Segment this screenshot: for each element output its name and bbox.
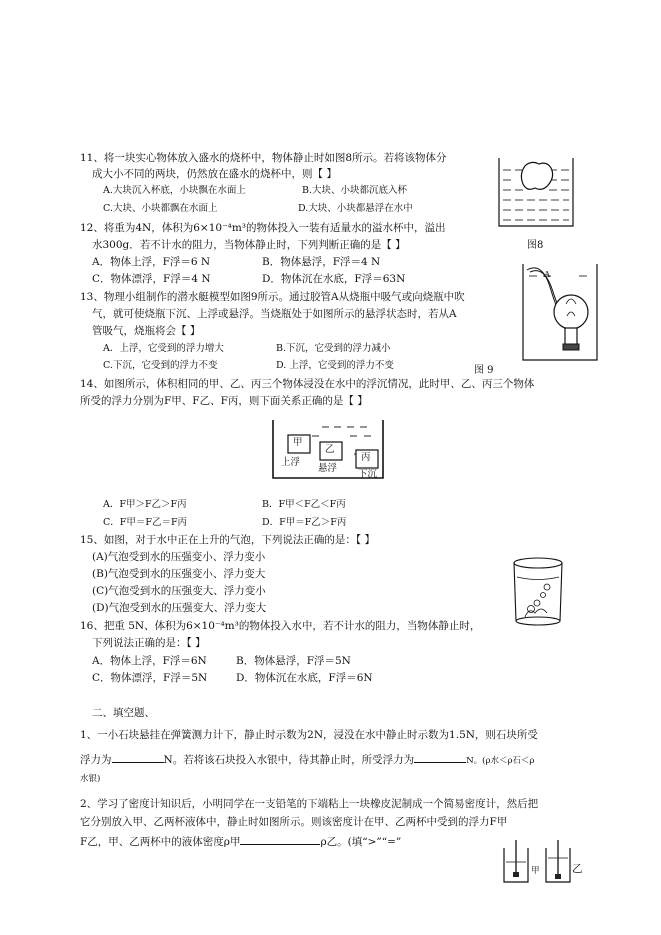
q13-option-a: A．上浮，它受到的浮力增大 bbox=[103, 343, 224, 354]
q12-option-d: D．物体沉在水底，F浮＝63N bbox=[262, 273, 406, 285]
q12-stem-line1: 12、将重为4N，体积为6×10⁻⁴m³的物体投入一装有适量水的溢水杯中，溢出 bbox=[80, 222, 446, 234]
fill2-line1: 2、学习了密度计知识后，小明同学在一支铅笔的下端粘上一块橡皮泥制成一个简易密度计，然后把 bbox=[80, 798, 539, 810]
q14-label-up: 上浮 bbox=[281, 457, 301, 468]
fill1-line1: 1、一小石块悬挂在弹簧测力计下，静止时示数为2N，浸没在水中静止时示数为1.5N，则石块所受 bbox=[80, 729, 538, 741]
q13-stem-line3: 管吸气，烧瓶将会【 】 bbox=[92, 325, 201, 337]
q14-object-jia: 甲 bbox=[293, 437, 303, 448]
q16-stem-line2: 下列说法正确的是：【 】 bbox=[92, 637, 206, 649]
q11-option-a: A.大块沉入杯底，小块飘在水面上 bbox=[103, 185, 246, 196]
figure-9-submarine-model bbox=[519, 264, 601, 364]
q14-figure bbox=[272, 420, 385, 480]
q13-option-c: C.下沉，它受到的浮力不变 bbox=[103, 360, 218, 371]
q16-option-d: D．物体沉在水底，F浮＝6N bbox=[236, 672, 373, 684]
q12-option-a: A．物体上浮，F浮＝6 N bbox=[92, 256, 211, 268]
fill2-density-meter-figure bbox=[500, 840, 580, 885]
q15-option-c: (C)气泡受到水的压强变大、浮力变小 bbox=[92, 585, 266, 597]
fill2-line3 bbox=[80, 833, 401, 849]
q14-option-d: D．F甲＝F乙＞F丙 bbox=[262, 517, 347, 528]
figure-9-tube-label: A bbox=[544, 270, 551, 280]
q11-option-b: B.大块、小块都沉底入杯 bbox=[302, 185, 408, 196]
q14-option-c: C．F甲＝F乙＝F丙 bbox=[103, 517, 188, 528]
q16-stem-line1: 16、把重 5N、体积为6×10⁻⁴m³的物体投入水中，若不计水的阻力，当物体静止时， bbox=[80, 620, 481, 632]
q11-option-c: C.大块、小块都飘在水面上 bbox=[103, 203, 218, 214]
q11-option-d: D.大块、小块都悬浮在水中 bbox=[298, 203, 413, 214]
q14-object-yi: 乙 bbox=[325, 444, 335, 455]
fill2-text-b: ρ乙。(填“>”“=” bbox=[320, 836, 402, 848]
q12-option-b: B．物体悬浮，F浮＝4 N bbox=[262, 256, 381, 268]
q14-label-down: 下沉 bbox=[358, 469, 378, 480]
q16-option-b: B．物体悬浮，F浮＝5N bbox=[236, 655, 351, 667]
fill1-text-a: 浮力为 bbox=[80, 754, 112, 766]
q15-stem: 15、如图，对于水中正在上升的气泡，下列说法正确的是：【 】 bbox=[80, 534, 375, 546]
q13-option-d: D. 上浮，它受到的浮力不变 bbox=[276, 360, 394, 371]
q15-option-d: (D)气泡受到水的压强变大、浮力变大 bbox=[92, 602, 267, 614]
fill1-blank-2[interactable] bbox=[414, 751, 466, 763]
fill1-line2 bbox=[80, 751, 534, 768]
fill1-text-c: N。(ρ水＜ρ石＜ρ bbox=[466, 756, 535, 766]
q13-option-b: B.下沉，它受到的浮力减小 bbox=[276, 343, 391, 354]
figure-9-label: 图 9 bbox=[474, 365, 494, 376]
q16-option-a: A．物体上浮，F浮＝6N bbox=[92, 655, 207, 667]
q11-stem-line2: 成大小不同的两块，仍然放在盛水的烧杯中，则【 】 bbox=[92, 168, 337, 180]
q13-stem-line2: 气，就可使烧瓶下沉、上浮或悬浮。当烧瓶处于如图所示的悬浮状态时，若从A bbox=[92, 308, 457, 320]
figure-8-label: 图8 bbox=[527, 240, 544, 251]
fill2-figure-yi: 乙 bbox=[572, 863, 583, 875]
fill1-line3: 水银) bbox=[80, 774, 101, 784]
q12-option-c: C．物体漂浮，F浮＝4 N bbox=[92, 273, 211, 285]
q14-option-a: A．F甲＞F乙＞F丙 bbox=[103, 499, 187, 510]
section2-heading: 二、填空题、 bbox=[92, 707, 155, 719]
fill2-text-a: F乙，甲、乙两杯中的液体密度ρ甲 bbox=[80, 836, 241, 848]
q13-stem-line1: 13、物理小组制作的潜水艇模型如图9所示。通过胶管A从烧瓶中吸气或向烧瓶中吹 bbox=[80, 291, 465, 303]
q15-figure-glass-bubbles bbox=[511, 557, 565, 627]
q15-option-b: (B)气泡受到水的压强变小、浮力变大 bbox=[92, 568, 266, 580]
fill1-blank-1[interactable] bbox=[112, 751, 164, 763]
q14-object-bing: 丙 bbox=[361, 452, 371, 463]
q14-label-suspend: 悬浮 bbox=[318, 463, 338, 474]
q15-option-a: (A)气泡受到水的压强变小、浮力变小 bbox=[92, 551, 266, 563]
q12-stem-line2: 水300g．若不计水的阻力，当物体静止时，下列判断正确的是【 】 bbox=[92, 239, 406, 251]
q16-option-c: C．物体漂浮，F浮＝5N bbox=[92, 672, 208, 684]
q14-stem-line2: 所受的浮力分别为F甲、F乙、F丙，则下面关系正确的是【 】 bbox=[80, 395, 368, 407]
fill2-line2: 它分别放入甲、乙两杯液体中，静止时如图所示。则该密度计在甲、乙两杯中受到的浮力F甲 bbox=[80, 816, 508, 828]
q14-stem-line1: 14、如图所示，体积相同的甲、乙、丙三个物体浸没在水中的浮沉情况，此时甲、乙、丙三个物体 bbox=[80, 378, 535, 390]
q11-stem-line1: 11、将一块实心物体放入盛水的烧杯中，物体静止时如图8所示。若将该物体分 bbox=[80, 152, 447, 164]
q14-option-b: B．F甲＜F乙＜F丙 bbox=[262, 499, 346, 510]
figure-8-beaker bbox=[497, 158, 577, 230]
fill1-text-b: N。若将该石块投入水银中，待其静止时，所受浮力为 bbox=[163, 754, 415, 766]
fill2-blank-1[interactable] bbox=[240, 833, 320, 845]
fill2-figure-jia: 甲 bbox=[531, 866, 540, 876]
